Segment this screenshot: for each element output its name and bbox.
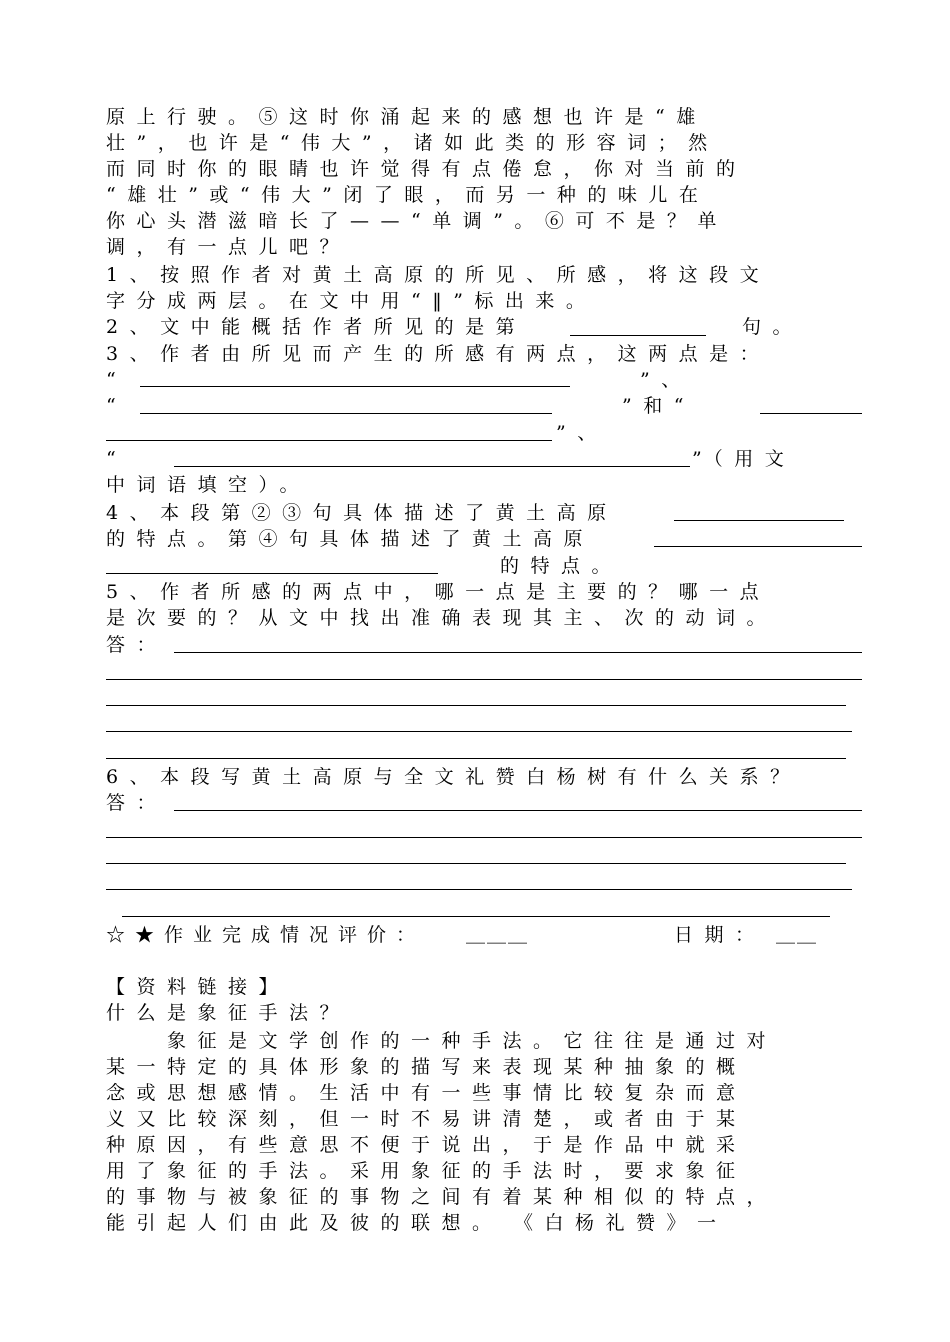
answer-line[interactable] — [106, 889, 852, 890]
resource-body-line: 能引起人们由此及彼的联想。 《白杨礼赞》一 — [106, 1212, 728, 1234]
question-4-blank-1[interactable] — [674, 520, 844, 521]
question-3-and: ”和“ — [622, 395, 695, 417]
question-4-line: 的特点。 — [500, 555, 623, 577]
question-4-blank-3[interactable] — [106, 573, 438, 574]
passage-line: 调，有一点儿吧？ — [106, 236, 351, 258]
question-3-quote: ”、 — [556, 422, 608, 444]
passage-line: “雄壮”或“伟大”闭了眼，而另一种的味儿在 — [106, 184, 710, 206]
passage-line: 而同时你的眼睛也许觉得有点倦怠，你对当前的 — [106, 158, 747, 180]
question-3-blank-1[interactable] — [140, 386, 570, 387]
answer-line[interactable] — [106, 679, 862, 680]
question-2-text: 2、文中能概括作者所见的是第 — [106, 316, 527, 338]
resource-subheading: 什么是象征手法？ — [106, 1002, 351, 1024]
question-6-line: 6、本段写黄土高原与全文礼赞白杨树有什么关系？ — [106, 766, 801, 788]
question-3-tail: ”（用文 — [692, 448, 796, 470]
resource-body-line: 象征是文学创作的一种手法。它往往是通过对 — [106, 1030, 778, 1052]
question-3-blank-3a[interactable] — [760, 413, 862, 414]
answer-line[interactable] — [174, 810, 862, 811]
question-5-line: 5、作者所感的两点中，哪一点是主要的？哪一点 — [106, 581, 771, 603]
resource-body-line: 某一特定的具体形象的描写来表现某种抽象的概 — [106, 1056, 747, 1078]
question-3-text: 3、作者由所见而产生的所感有两点，这两点是： — [106, 343, 771, 365]
resource-body-line: 念或思想感情。生活中有一些事情比较复杂而意 — [106, 1082, 747, 1104]
passage-line: 你心头潜滋暗长了——“单调”。⑥可不是？单 — [106, 210, 728, 232]
answer-line[interactable] — [106, 837, 862, 838]
resource-body-line: 用了象征的手法。采用象征的手法时，要求象征 — [106, 1160, 747, 1182]
question-3-quote: “ — [106, 369, 128, 391]
question-2-suffix: 句。 — [742, 316, 804, 338]
resource-body-line: 的事物与被象征的事物之间有着某种相似的特点， — [106, 1186, 778, 1208]
evaluation-label: ☆★作业完成情况评价： — [106, 924, 426, 946]
question-3-blank-3b[interactable] — [106, 440, 552, 441]
question-3-quote: ”、 — [640, 369, 692, 391]
answer-line[interactable] — [106, 758, 846, 759]
question-3-quote: “ — [106, 395, 128, 417]
question-3-quote: “ — [106, 448, 128, 470]
resource-body-line: 义又比较深刻，但一时不易讲清楚，或者由于某 — [106, 1108, 747, 1130]
answer-line[interactable] — [174, 652, 862, 653]
resource-heading: 【资料链接】 — [106, 976, 290, 998]
resource-body-line: 种原因，有些意思不便于说出，于是作品中就采 — [106, 1134, 747, 1156]
question-1-line: 字分成两层。在文中用“‖”标出来。 — [106, 290, 597, 312]
passage-line: 壮”，也许是“伟大”，诸如此类的形容词；然 — [106, 132, 719, 154]
question-3-note: 中词语填空）。 — [106, 474, 311, 496]
answer-line[interactable] — [106, 863, 846, 864]
question-4-blank-2[interactable] — [654, 546, 862, 547]
answer-line[interactable] — [106, 731, 852, 732]
question-3-blank-2[interactable] — [140, 413, 552, 414]
question-2-blank[interactable] — [570, 335, 706, 336]
evaluation-blank[interactable]: ＿＿＿ — [466, 924, 530, 946]
question-5-line: 是次要的？从文中找出准确表现其主、次的动词。 — [106, 607, 778, 629]
answer-line[interactable] — [122, 916, 830, 917]
question-5-answer-label: 答： — [106, 634, 168, 656]
answer-line[interactable] — [106, 705, 846, 706]
question-4-line: 的特点。第④句具体描述了黄土高原 — [106, 528, 595, 550]
question-6-answer-label: 答： — [106, 792, 168, 814]
date-blank[interactable]: ＿＿ — [776, 924, 819, 946]
question-4-line: 4、本段第②③句具体描述了黄土高原 — [106, 502, 618, 524]
date-label: 日期： — [674, 924, 766, 946]
passage-line: 原上行驶。⑤这时你涌起来的感想也许是“雄 — [106, 106, 707, 128]
question-3-blank-4[interactable] — [174, 466, 690, 467]
question-1-line: 1、按照作者对黄土高原的所见、所感，将这段文 — [106, 264, 771, 286]
